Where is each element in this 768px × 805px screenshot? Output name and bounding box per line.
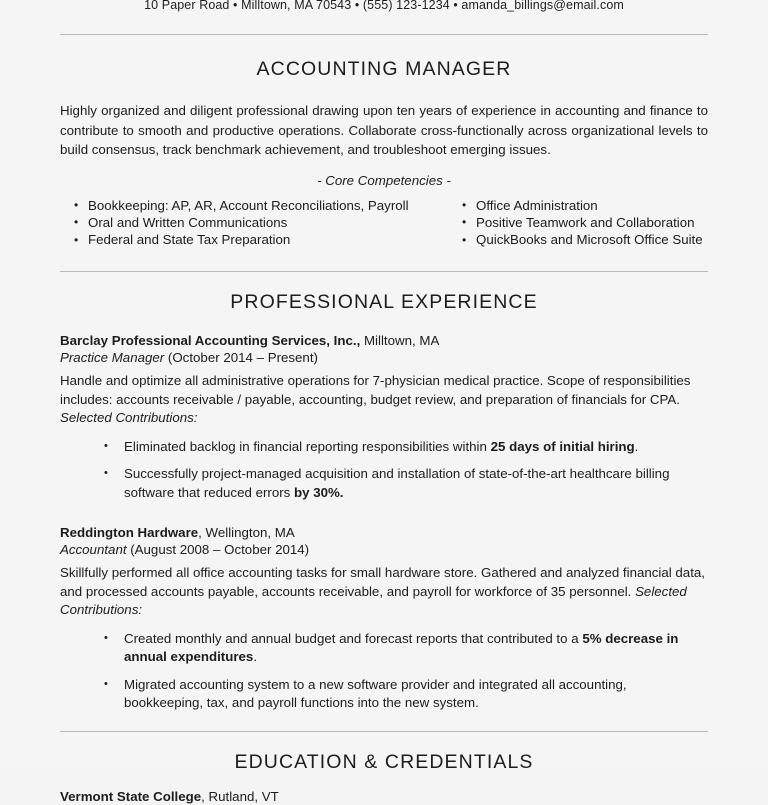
page-title: ACCOUNTING MANAGER: [256, 58, 512, 80]
education-school-name: Vermont State College: [60, 788, 202, 804]
job-role: [60, 541, 708, 558]
competency-list-left: [60, 198, 420, 249]
professional-summary: Highly organized and diligent professional drawing upon ten years of experience in accounting and finance to contribute to smooth and productive operations. Collaborate cross-functionally across organizational levels to build consensus, track benchmark achievement, and troubleshoot emerging issues.: [60, 103, 708, 157]
achievement-text-pre: Successfully project-managed acquisition and installation of state-of-the-art healthcare billing software that reduced errors: [124, 466, 670, 500]
section-title-experience: PROFESSIONAL EXPERIENCE: [230, 291, 538, 314]
job-employer-location: , Wellington, MA: [198, 525, 295, 541]
list-item: [124, 676, 708, 713]
job-employer: [60, 332, 708, 349]
competency-list-right: [448, 198, 708, 249]
education-school: [60, 788, 708, 805]
list-item: • Federal and State Tax Preparation: [88, 232, 420, 249]
core-competencies-columns: [60, 198, 708, 250]
list-item: • QuickBooks and Microsoft Office Suite: [476, 232, 708, 249]
job-description-text: Handle and optimize all administrative operations for 7-physician medical practice. Scope of responsibilities includes: accounts receivable / payable, accounting, budget review, and preparation of financials for CPA.: [60, 373, 691, 407]
achievement-highlight: by 30%.: [293, 484, 344, 500]
job-role-dates: (August 2008 – October 2014): [126, 542, 310, 558]
job-employer-location: Milltown, MA: [360, 333, 440, 349]
list-item: [124, 630, 708, 667]
contact-line: 10 Paper Road • Milltown, MA 70543 • (555) 123-1234 • amanda_billings@email.com: [144, 0, 624, 12]
core-competencies-right-column: [420, 198, 708, 250]
list-item: • Office Administration: [476, 198, 708, 215]
job-role-name: Accountant: [60, 542, 127, 558]
achievement-text-post: .: [253, 649, 258, 665]
achievement-highlight: 25 days of initial hiring: [490, 438, 635, 454]
achievement-text-pre: Created monthly and annual budget and forecast reports that contributed to a: [124, 630, 583, 646]
list-item: • Positive Teamwork and Collaboration: [476, 215, 708, 232]
section-title-education: EDUCATION & CREDENTIALS: [234, 750, 534, 773]
list-item: • Bookkeeping: AP, AR, Account Reconciliations, Payroll: [88, 198, 420, 215]
job-achievements-list: [60, 438, 708, 503]
selected-contributions-label: Selected Contributions:: [60, 410, 198, 426]
education-school-location: , Rutland, VT: [201, 788, 279, 804]
job-achievements-list: [60, 630, 708, 713]
list-item: [124, 438, 708, 457]
job-employer: [60, 524, 708, 541]
core-competencies-left-column: [60, 198, 420, 250]
achievement-text-pre: Eliminated backlog in financial reporting responsibilities within: [124, 438, 491, 454]
core-competencies-label: - Core Competencies -: [317, 172, 451, 188]
selected-contributions-label: Selected Contributions:: [60, 583, 687, 618]
job-description: [60, 564, 708, 620]
job-role: [60, 349, 708, 366]
list-item: [124, 465, 708, 502]
list-item: • Oral and Written Communications: [88, 215, 420, 232]
achievement-text-pre: Migrated accounting system to a new software provider and integrated all accounting, bookkeeping, tax, and payroll functions into the new system.: [124, 676, 627, 711]
job-description: [60, 372, 708, 428]
job-employer-name: Barclay Professional Accounting Services, Inc.,: [60, 333, 361, 349]
job-employer-name: Reddington Hardware: [60, 525, 199, 541]
job-role-name: Practice Manager: [60, 350, 165, 366]
achievement-text-post: .: [634, 438, 639, 454]
job-description-text: Skillfully performed all office accounting tasks for small hardware store. Gathered and analyzed financial data, and processed accounts payable, accounts receivable, and payroll for workforce of 35 personnel.: [60, 565, 705, 599]
achievement-highlight: 5% decrease in annual expenditures: [124, 630, 679, 665]
job-role-dates: (October 2014 – Present): [164, 350, 318, 366]
